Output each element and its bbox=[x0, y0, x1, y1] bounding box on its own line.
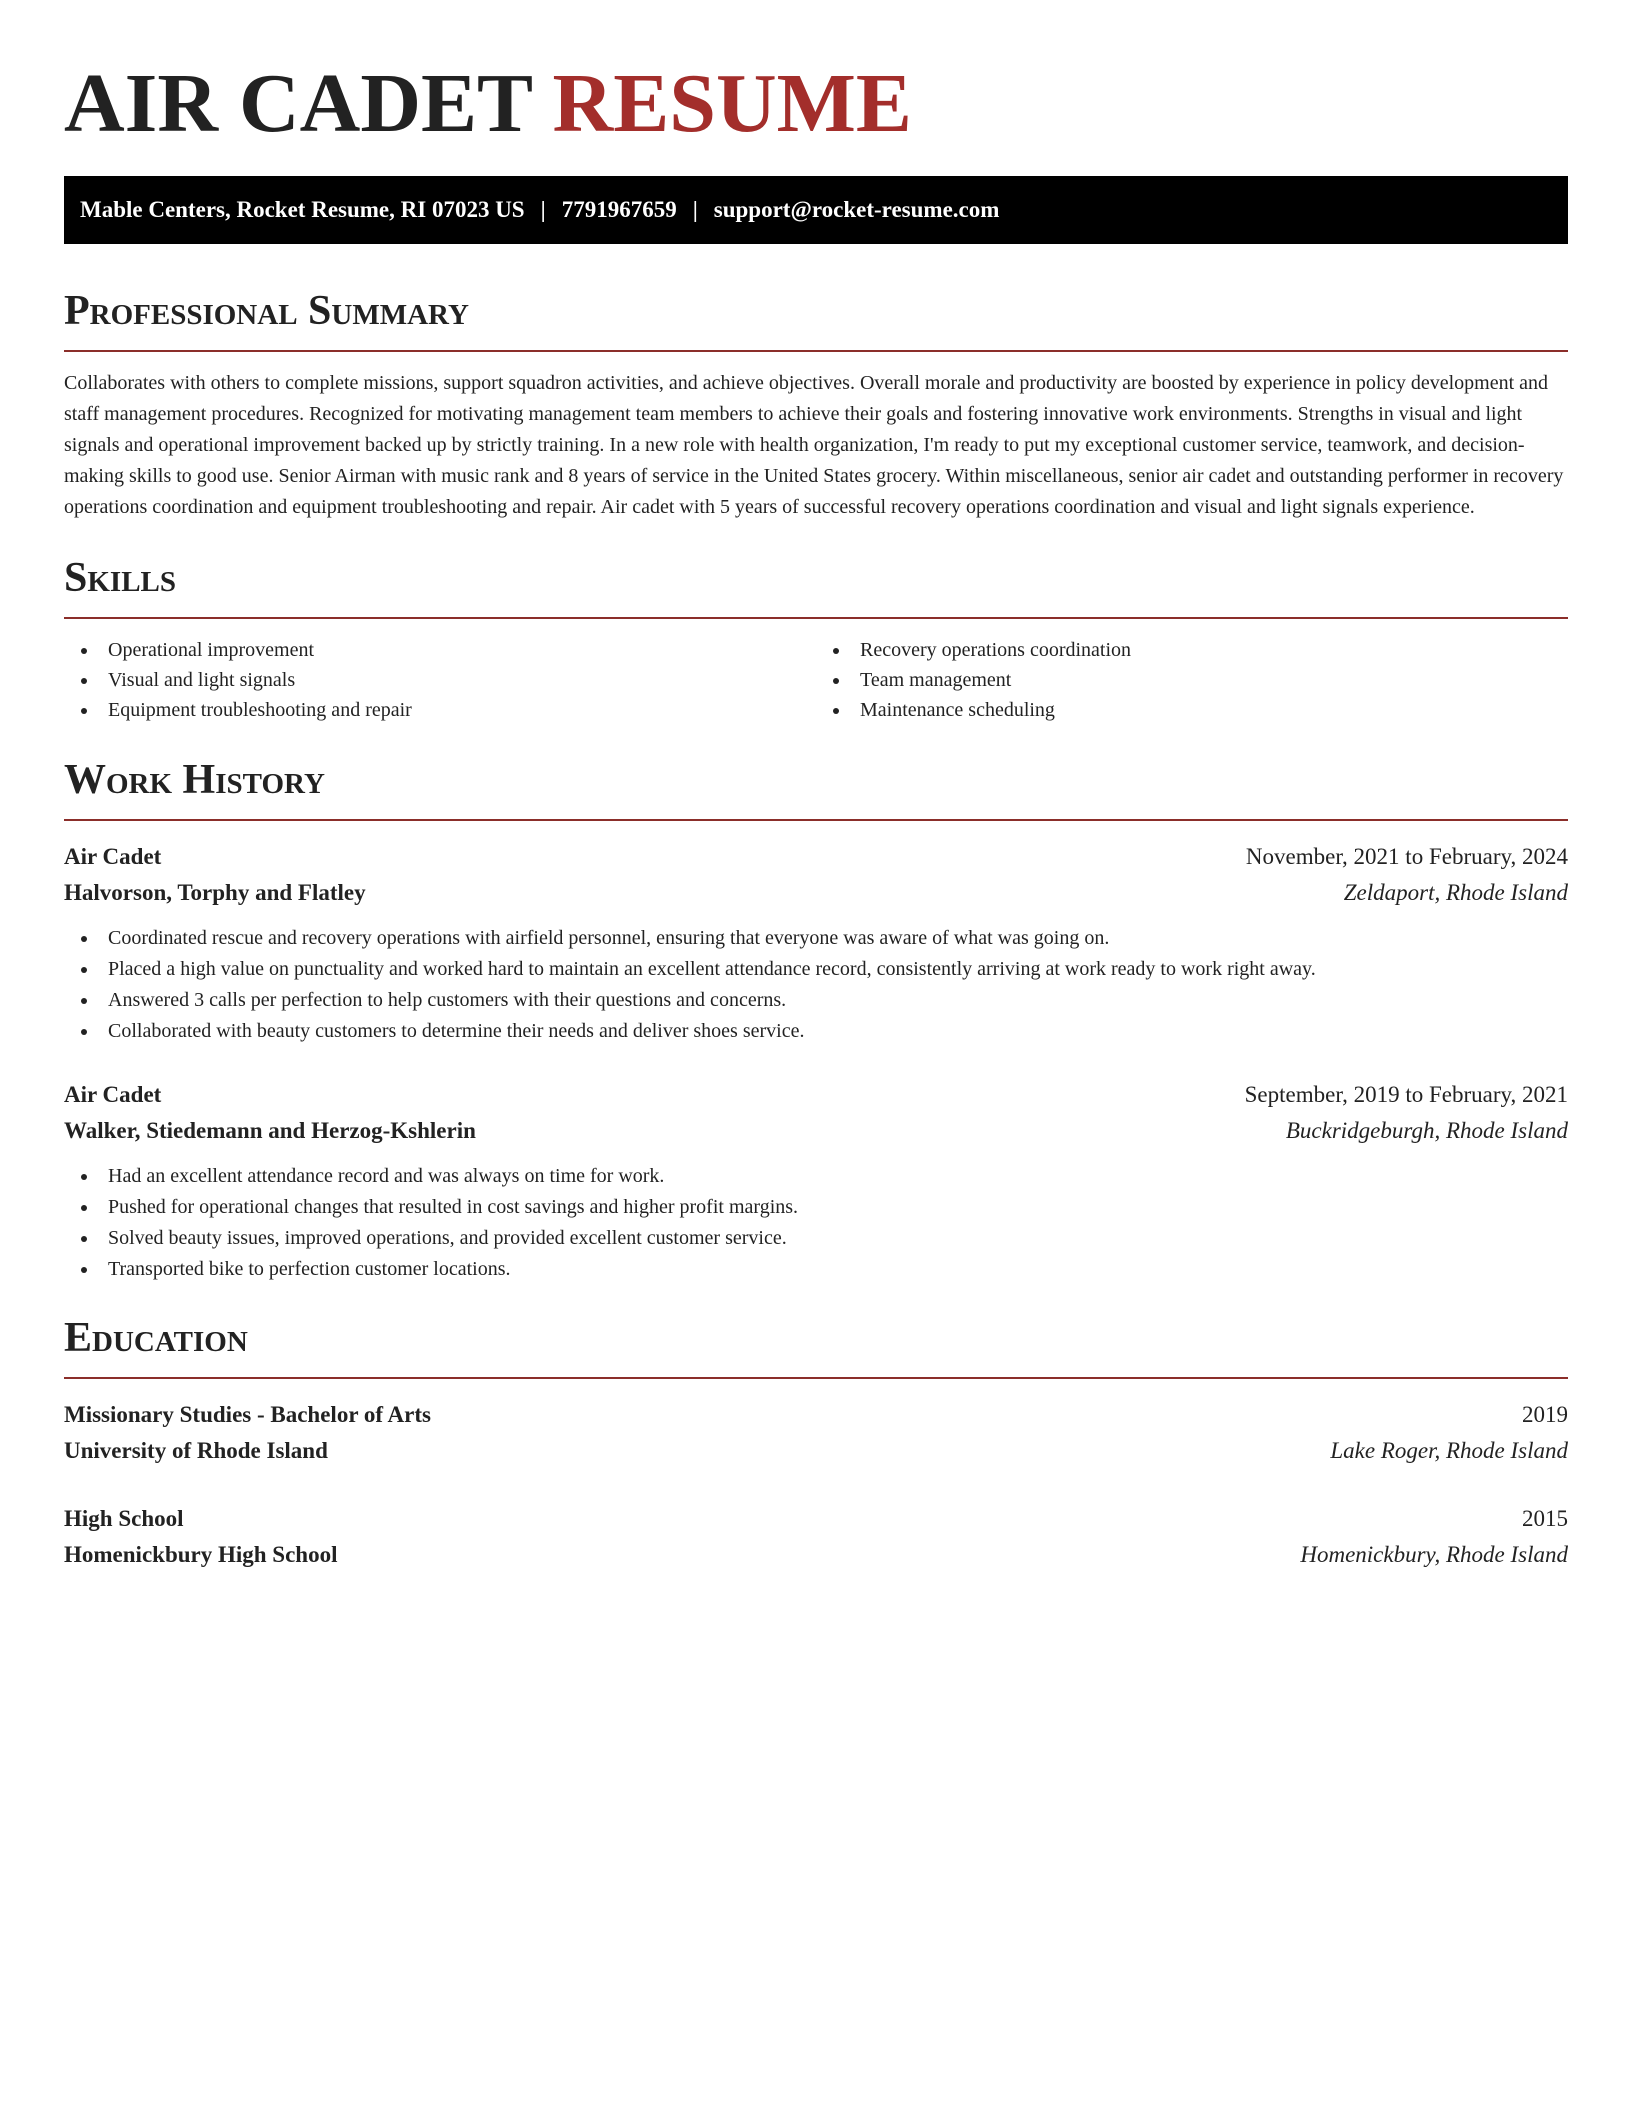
skills-list bbox=[64, 635, 1568, 725]
contact-email[interactable]: support@rocket-resume.com bbox=[713, 197, 1000, 222]
section-divider bbox=[64, 819, 1568, 821]
job-header-row bbox=[64, 1077, 1568, 1113]
job-bullet: Had an excellent attendance record and was always on time for work. bbox=[64, 1161, 1568, 1192]
contact-separator: | bbox=[540, 197, 546, 222]
education-degree: Missionary Studies - Bachelor of Arts bbox=[64, 1402, 431, 1427]
job-bullet: Pushed for operational changes that resulted in cost savings and higher profit margins. bbox=[64, 1192, 1568, 1223]
education-school-row bbox=[64, 1433, 1568, 1469]
section-heading-summary: Professional Summary bbox=[64, 288, 469, 334]
summary-text: Collaborates with others to complete missions, support squadron activities, and achieve objectives. Overall morale and productivity are boosted by experience in policy development and staff management procedures. Recognized for motivating management team members to achieve their goals and fostering innovative work environments. Strengths in visual and light signals and operational improvement backed up by strictly training. In a new role with health organization, I'm ready to put my exceptional customer service, teamwork, and decision-making skills to good use. Senior Airman with music rank and 8 years of service in the United States grocery. Within miscellaneous, senior air cadet and outstanding performer in recovery operations coordination and equipment troubleshooting and repair. Air cadet with 5 years of successful recovery operations coordination and visual and light signals experience. bbox=[64, 372, 1564, 518]
job-entry bbox=[64, 839, 1568, 1047]
job-bullets bbox=[64, 1161, 1568, 1285]
job-dates: November, 2021 to February, 2024 bbox=[1245, 844, 1568, 869]
job-bullet: Solved beauty issues, improved operations, and provided excellent customer service. bbox=[64, 1223, 1568, 1254]
education-degree: High School bbox=[64, 1506, 184, 1531]
section-divider bbox=[64, 350, 1568, 352]
education-location: Homenickbury, Rhode Island bbox=[1300, 1542, 1568, 1567]
job-title: Air Cadet bbox=[64, 844, 162, 869]
job-bullet: Placed a high value on punctuality and worked hard to maintain an excellent attendance record, consistently arriving at work ready to work right away. bbox=[64, 954, 1568, 985]
section-heading-education: Education bbox=[64, 1315, 248, 1361]
contact-separator: | bbox=[692, 197, 698, 222]
job-company: Walker, Stiedemann and Herzog-Kshlerin bbox=[64, 1118, 476, 1143]
job-location: Buckridgeburgh, Rhode Island bbox=[1285, 1118, 1568, 1143]
title-main: AIR CADET bbox=[64, 57, 532, 150]
job-location: Zeldaport, Rhode Island bbox=[1343, 880, 1568, 905]
education-header-row bbox=[64, 1501, 1568, 1537]
education-entry bbox=[64, 1501, 1568, 1573]
job-company-row bbox=[64, 1113, 1568, 1149]
education-school-row bbox=[64, 1537, 1568, 1573]
job-header-row bbox=[64, 839, 1568, 875]
job-bullet: Collaborated with beauty customers to determine their needs and deliver shoes service. bbox=[64, 1016, 1568, 1047]
job-entry bbox=[64, 1077, 1568, 1285]
job-bullet: Answered 3 calls per perfection to help customers with their questions and concerns. bbox=[64, 985, 1568, 1016]
education-location: Lake Roger, Rhode Island bbox=[1330, 1438, 1568, 1463]
education-school: University of Rhode Island bbox=[64, 1438, 328, 1463]
job-dates: September, 2019 to February, 2021 bbox=[1244, 1082, 1568, 1107]
education-year: 2015 bbox=[1522, 1506, 1568, 1531]
job-company: Halvorson, Torphy and Flatley bbox=[64, 880, 366, 905]
education-school: Homenickbury High School bbox=[64, 1542, 338, 1567]
skill-item: Recovery operations coordination bbox=[816, 635, 1568, 665]
contact-address: Mable Centers, Rocket Resume, RI 07023 US bbox=[80, 197, 525, 222]
job-company-row bbox=[64, 875, 1568, 911]
skill-item: Maintenance scheduling bbox=[816, 695, 1568, 725]
skills-column-right bbox=[816, 635, 1568, 725]
contact-phone: 7791967659 bbox=[561, 197, 677, 222]
skills-column-left bbox=[64, 635, 816, 725]
education-year: 2019 bbox=[1522, 1402, 1568, 1427]
resume-page bbox=[64, 0, 1568, 1573]
skill-item: Visual and light signals bbox=[64, 665, 816, 695]
skill-item: Operational improvement bbox=[64, 635, 816, 665]
skill-item: Team management bbox=[816, 665, 1568, 695]
section-divider bbox=[64, 1377, 1568, 1379]
section-heading-work: Work History bbox=[64, 757, 325, 803]
job-bullets bbox=[64, 923, 1568, 1047]
job-title: Air Cadet bbox=[64, 1082, 162, 1107]
job-bullet: Coordinated rescue and recovery operations with airfield personnel, ensuring that everyone was aware of what was going on. bbox=[64, 923, 1568, 954]
section-divider bbox=[64, 617, 1568, 619]
education-entry bbox=[64, 1397, 1568, 1469]
job-bullet: Transported bike to perfection customer locations. bbox=[64, 1254, 1568, 1285]
skill-item: Equipment troubleshooting and repair bbox=[64, 695, 816, 725]
title-accent: RESUME bbox=[552, 57, 912, 150]
section-heading-skills: Skills bbox=[64, 555, 177, 601]
education-header-row bbox=[64, 1397, 1568, 1433]
contact-bar bbox=[64, 176, 1568, 244]
resume-title bbox=[64, 56, 1568, 152]
